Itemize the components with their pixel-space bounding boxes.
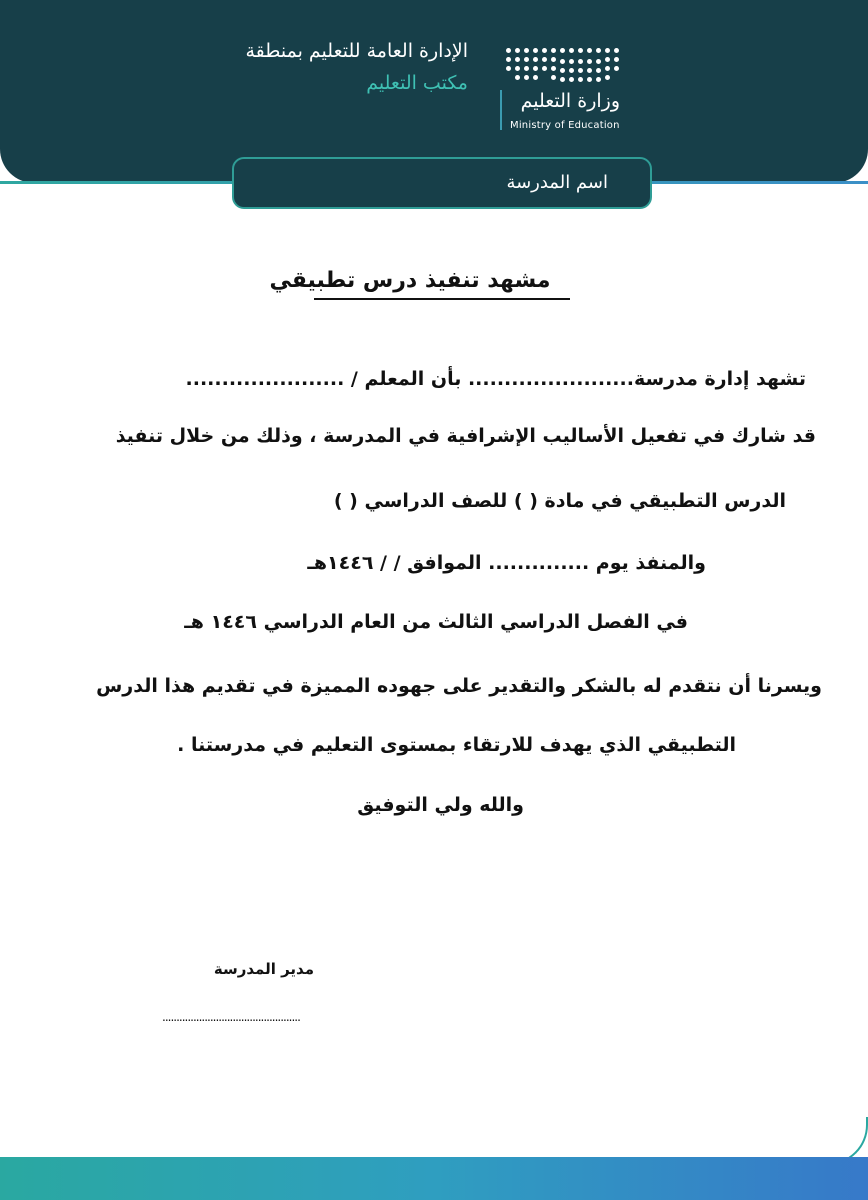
logo-dot [560,48,565,53]
logo-dot [506,66,511,71]
logo-arabic-text: وزارة التعليم [520,90,620,112]
logo-dot [569,77,574,82]
school-name-box [232,157,652,209]
logo-dot [551,66,556,71]
logo-dot [524,57,529,62]
logo-dot [506,48,511,53]
logo-dot [551,57,556,62]
logo-english-text: Ministry of Education [510,120,620,131]
school-name-label: اسم المدرسة [506,172,608,193]
logo-dot [587,68,592,73]
logo-dot [560,59,565,64]
logo-dot [605,66,610,71]
logo-dot [542,48,547,53]
logo-dot [605,48,610,53]
logo-dot [515,66,520,71]
logo-dot [587,77,592,82]
logo-dot [596,59,601,64]
logo-dot [587,48,592,53]
logo-dot [533,75,538,80]
logo-dot [515,57,520,62]
signature-line: ................................................. [162,1010,300,1024]
logo-dot [533,66,538,71]
logo-dot [560,68,565,73]
logo-dot [578,59,583,64]
logo-dot [533,48,538,53]
logo-dot [542,57,547,62]
logo-dot [614,57,619,62]
logo-dot [569,68,574,73]
logo-dot [524,66,529,71]
body-line-5: في الفصل الدراسي الثالث من العام الدراسي ١٤٤٦ هـ [184,611,688,633]
header-subtitle: مكتب التعليم [366,72,468,94]
logo-dot [605,75,610,80]
document-title: مشهد تنفيذ درس تطبيقي [269,268,551,293]
footer-banner [0,1157,868,1200]
logo-dot [524,48,529,53]
logo-dot [578,48,583,53]
logo-dot [506,57,511,62]
logo-dot [560,77,565,82]
logo-dot [605,57,610,62]
body-line-2: قد شارك في تفعيل الأساليب الإشرافية في المدرسة ، وذلك من خلال تنفيذ [115,425,816,447]
body-line-3: الدرس التطبيقي في مادة ( ) للصف الدراسي ( ) [333,490,786,512]
body-line-4: والمنفذ يوم .............. الموافق / / ١٤٤٦هـ [307,552,706,574]
logo-dot [596,48,601,53]
title-underline [314,298,570,300]
logo-dot [578,68,583,73]
logo-dot [569,48,574,53]
logo-dot [569,59,574,64]
logo-dot [596,77,601,82]
logo-dot [515,48,520,53]
logo-dot [551,75,556,80]
header-title: الإدارة العامة للتعليم بمنطقة [245,40,468,62]
logo-dot [542,66,547,71]
logo-dot [587,59,592,64]
logo-dot [524,75,529,80]
body-line-6: ويسرنا أن نتقدم له بالشكر والتقدير على جهوده المميزة في تقديم هذا الدرس [96,675,822,697]
body-line-7: التطبيقي الذي يهدف للارتقاء بمستوى التعليم في مدرستنا . [177,734,736,756]
logo-dots-icon [506,48,626,88]
logo-dot [533,57,538,62]
logo-dot [596,68,601,73]
signature-label: مدير المدرسة [213,960,314,978]
logo-dot [551,48,556,53]
logo-dot [578,77,583,82]
logo-dot [515,75,520,80]
logo-dot [614,48,619,53]
body-line-1: تشهد إدارة مدرسة....................... بأن المعلم / ...................... [185,368,806,390]
logo-dot [614,66,619,71]
closing-line: والله ولي التوفيق [357,794,524,816]
ministry-logo [500,42,630,142]
